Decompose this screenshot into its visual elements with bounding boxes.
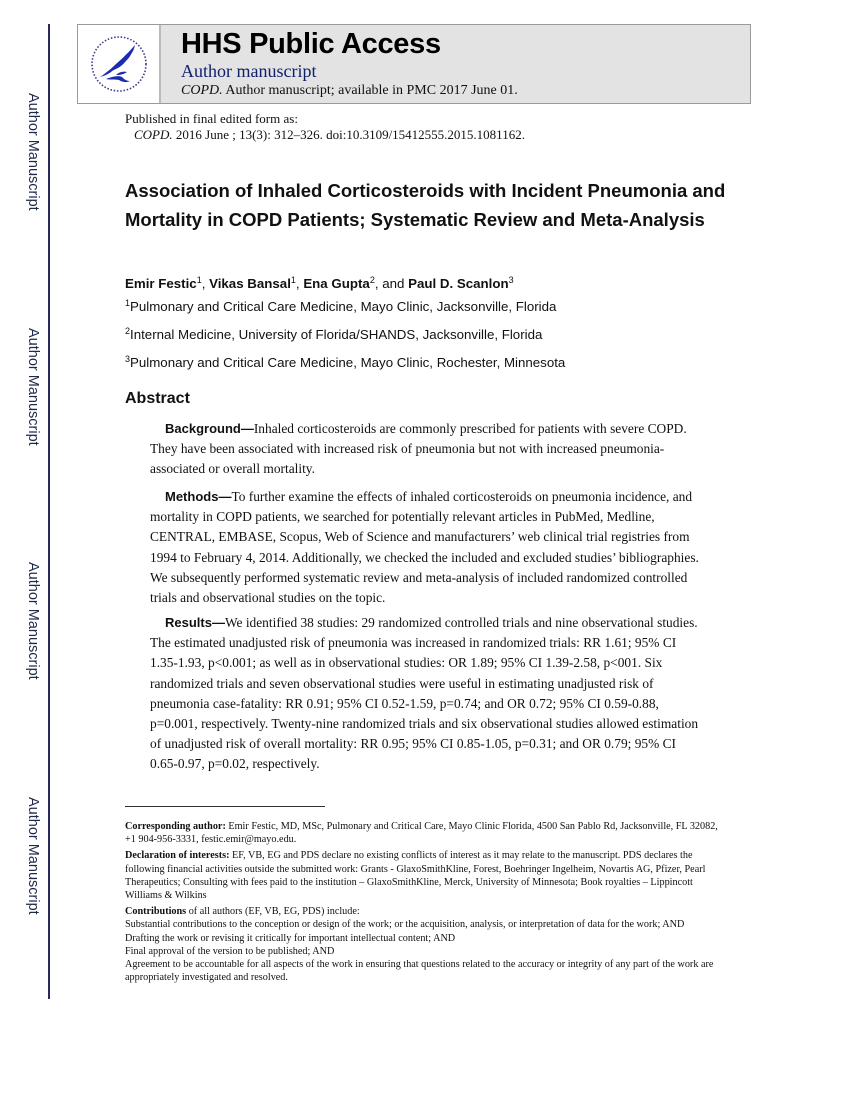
sidebar-rule (48, 24, 50, 999)
author-affiliation-marker: 2 (369, 275, 375, 285)
sidebar-label: Author Manuscript (25, 562, 41, 680)
hhs-eagle-seal-icon (86, 31, 152, 97)
hhs-header-banner (77, 24, 751, 104)
note-label: Corresponding author: (125, 821, 226, 832)
article-title: Association of Inhaled Corticosteroids with Incident Pneumonia and Mortality in COPD Patients; Systematic Review and Meta-Analysis (125, 180, 726, 230)
published-label: Published in final edited form as: (125, 111, 298, 126)
abstract-heading: Abstract (125, 390, 190, 407)
corresponding-author-note (125, 820, 729, 846)
affiliation (125, 354, 725, 372)
author-name[interactable]: Ena Gupta (303, 276, 370, 291)
footnote-divider (125, 806, 325, 807)
author-name[interactable]: Emir Festic (125, 276, 197, 291)
affiliation-text: Pulmonary and Critical Care Medicine, Mayo Clinic, Rochester, Minnesota (130, 355, 566, 370)
citation-line (125, 127, 525, 143)
section-text: To further examine the effects of inhaled corticosteroids on pneumonia incidence, and mortality in COPD patients, we searched for potentially relevant articles in PubMed, Medline, CENTRAL, EMBASE, Scopus, Web of Science and manufacturers’ web clinical trial registries from 1994 to February 4, 2014. Additionally, we checked the included and excluded studies’ bibliographies. We subsequently performed systematic review and meta-analysis of included randomized controlled trials and observational studies on the topic. (150, 489, 699, 606)
note-text: Emir Festic, MD, MSc, Pulmonary and Critical Care, Mayo Clinic Florida, 4500 San Pablo Rd, Jacksonville, FL 32082, +1 904-956-3331, festic.emir@mayo.edu. (125, 821, 718, 846)
section-text: We identified 38 studies: 29 randomized controlled trials and nine observational studies. The estimated unadjusted risk of pneumonia was increased in randomized trials: RR 1.61; 95% CI 1.35-1.93, p<0.001; as well as in observational studies: OR 1.89; 95% CI 1.39-2.58, p<001. Six randomized trials and seven observational studies were useful in estimating unadjusted risk of pneumonia case-fatality: RR 0.91; 95% CI 0.52-1.59, p=0.74; and OR 0.72; 95% CI 0.59-0.88, p=0.001, respectively. Twenty-nine randomized trials and six observational studies allowed estimation of unadjusted risk of overall mortality: RR 0.95; 95% CI 0.85-1.05, p=0.31; and OR 0.79; 95% CI 0.65-0.97, p=0.02, respectively. (150, 615, 699, 772)
affiliation (125, 298, 725, 316)
section-lead: Results— (165, 615, 225, 630)
author-affiliation-marker: 1 (196, 275, 202, 285)
contribution-item: Final approval of the version to be published; AND (125, 945, 335, 957)
hhs-title: HHS Public Access (181, 28, 441, 60)
header-text (161, 25, 518, 103)
section-lead: Methods— (165, 489, 232, 504)
availability-line (181, 82, 518, 100)
affiliation-marker: 3 (125, 354, 131, 364)
author-list (125, 275, 725, 293)
contributions-note (125, 905, 729, 984)
author-separator: , (201, 276, 210, 291)
note-label: Declaration of interests: (125, 850, 230, 862)
author-affiliation-marker: 3 (508, 275, 514, 285)
affiliation-marker: 2 (125, 326, 131, 336)
citation-journal: COPD. (134, 127, 173, 142)
contribution-item: Drafting the work or revising it critically for important intellectual content; AND (125, 932, 456, 944)
footnotes (125, 820, 729, 987)
journal-name: COPD. (181, 83, 223, 98)
sidebar-label: Author Manuscript (25, 93, 41, 211)
note-label: Contributions (125, 906, 187, 918)
author-name[interactable]: Paul D. Scanlon (408, 276, 509, 291)
abstract-methods (125, 487, 702, 608)
section-lead: Background— (165, 421, 254, 436)
sidebar-label: Author Manuscript (25, 328, 41, 446)
note-text: of all authors (EF, VB, EG, PDS) include: (186, 906, 360, 918)
author-name[interactable]: Vikas Bansal (209, 276, 291, 291)
affiliation (125, 326, 725, 344)
availability-text: Author manuscript; available in PMC 2017 June 01. (222, 83, 518, 98)
author-affiliation-marker: 1 (290, 275, 296, 285)
citation-text[interactable]: 2016 June ; 13(3): 312–326. doi:10.3109/15412555.2015.1081162. (172, 127, 525, 142)
sidebar-label: Author Manuscript (25, 797, 41, 915)
declaration-note (125, 849, 729, 902)
affiliation-text: Pulmonary and Critical Care Medicine, Mayo Clinic, Jacksonville, Florida (130, 299, 557, 314)
affiliation-text: Internal Medicine, University of Florida/SHANDS, Jacksonville, Florida (130, 327, 543, 342)
section-text: Inhaled corticosteroids are commonly prescribed for patients with severe COPD. They have been associated with increased risk of pneumonia but not with increased pneumonia-associated or overall mortality. (150, 421, 687, 477)
abstract-results (125, 613, 702, 775)
published-citation (125, 111, 525, 143)
note-text: EF, VB, EG and PDS declare no existing conflicts of interest as it may relate to the manuscript. PDS declares the following financial activities outside the submitted work: Grants - GlaxoSmithKline, Forest, Boehringer Ingelheim, Novartis AG, Pfizer, Pearl Therapeutics; Consulting with fees paid to the institution – GlaxoSmithKline, Merck, University of Minnesota; Book royalties – Lippincott Williams & Wilkins (125, 850, 706, 902)
author-separator: , (295, 276, 304, 291)
abstract-background (125, 419, 702, 480)
logo-container (78, 25, 161, 103)
contribution-item: Substantial contributions to the conception or design of the work; or the acquisition, analysis, or interpretation of data for the work; AND (125, 919, 685, 931)
contribution-item: Agreement to be accountable for all aspects of the work in ensuring that questions related to the accuracy or integrity of any part of the work are appropriately investigated and resolved. (125, 959, 714, 984)
author-separator: , and (374, 276, 409, 291)
affiliation-marker: 1 (125, 298, 131, 308)
manuscript-type: Author manuscript (181, 61, 317, 81)
